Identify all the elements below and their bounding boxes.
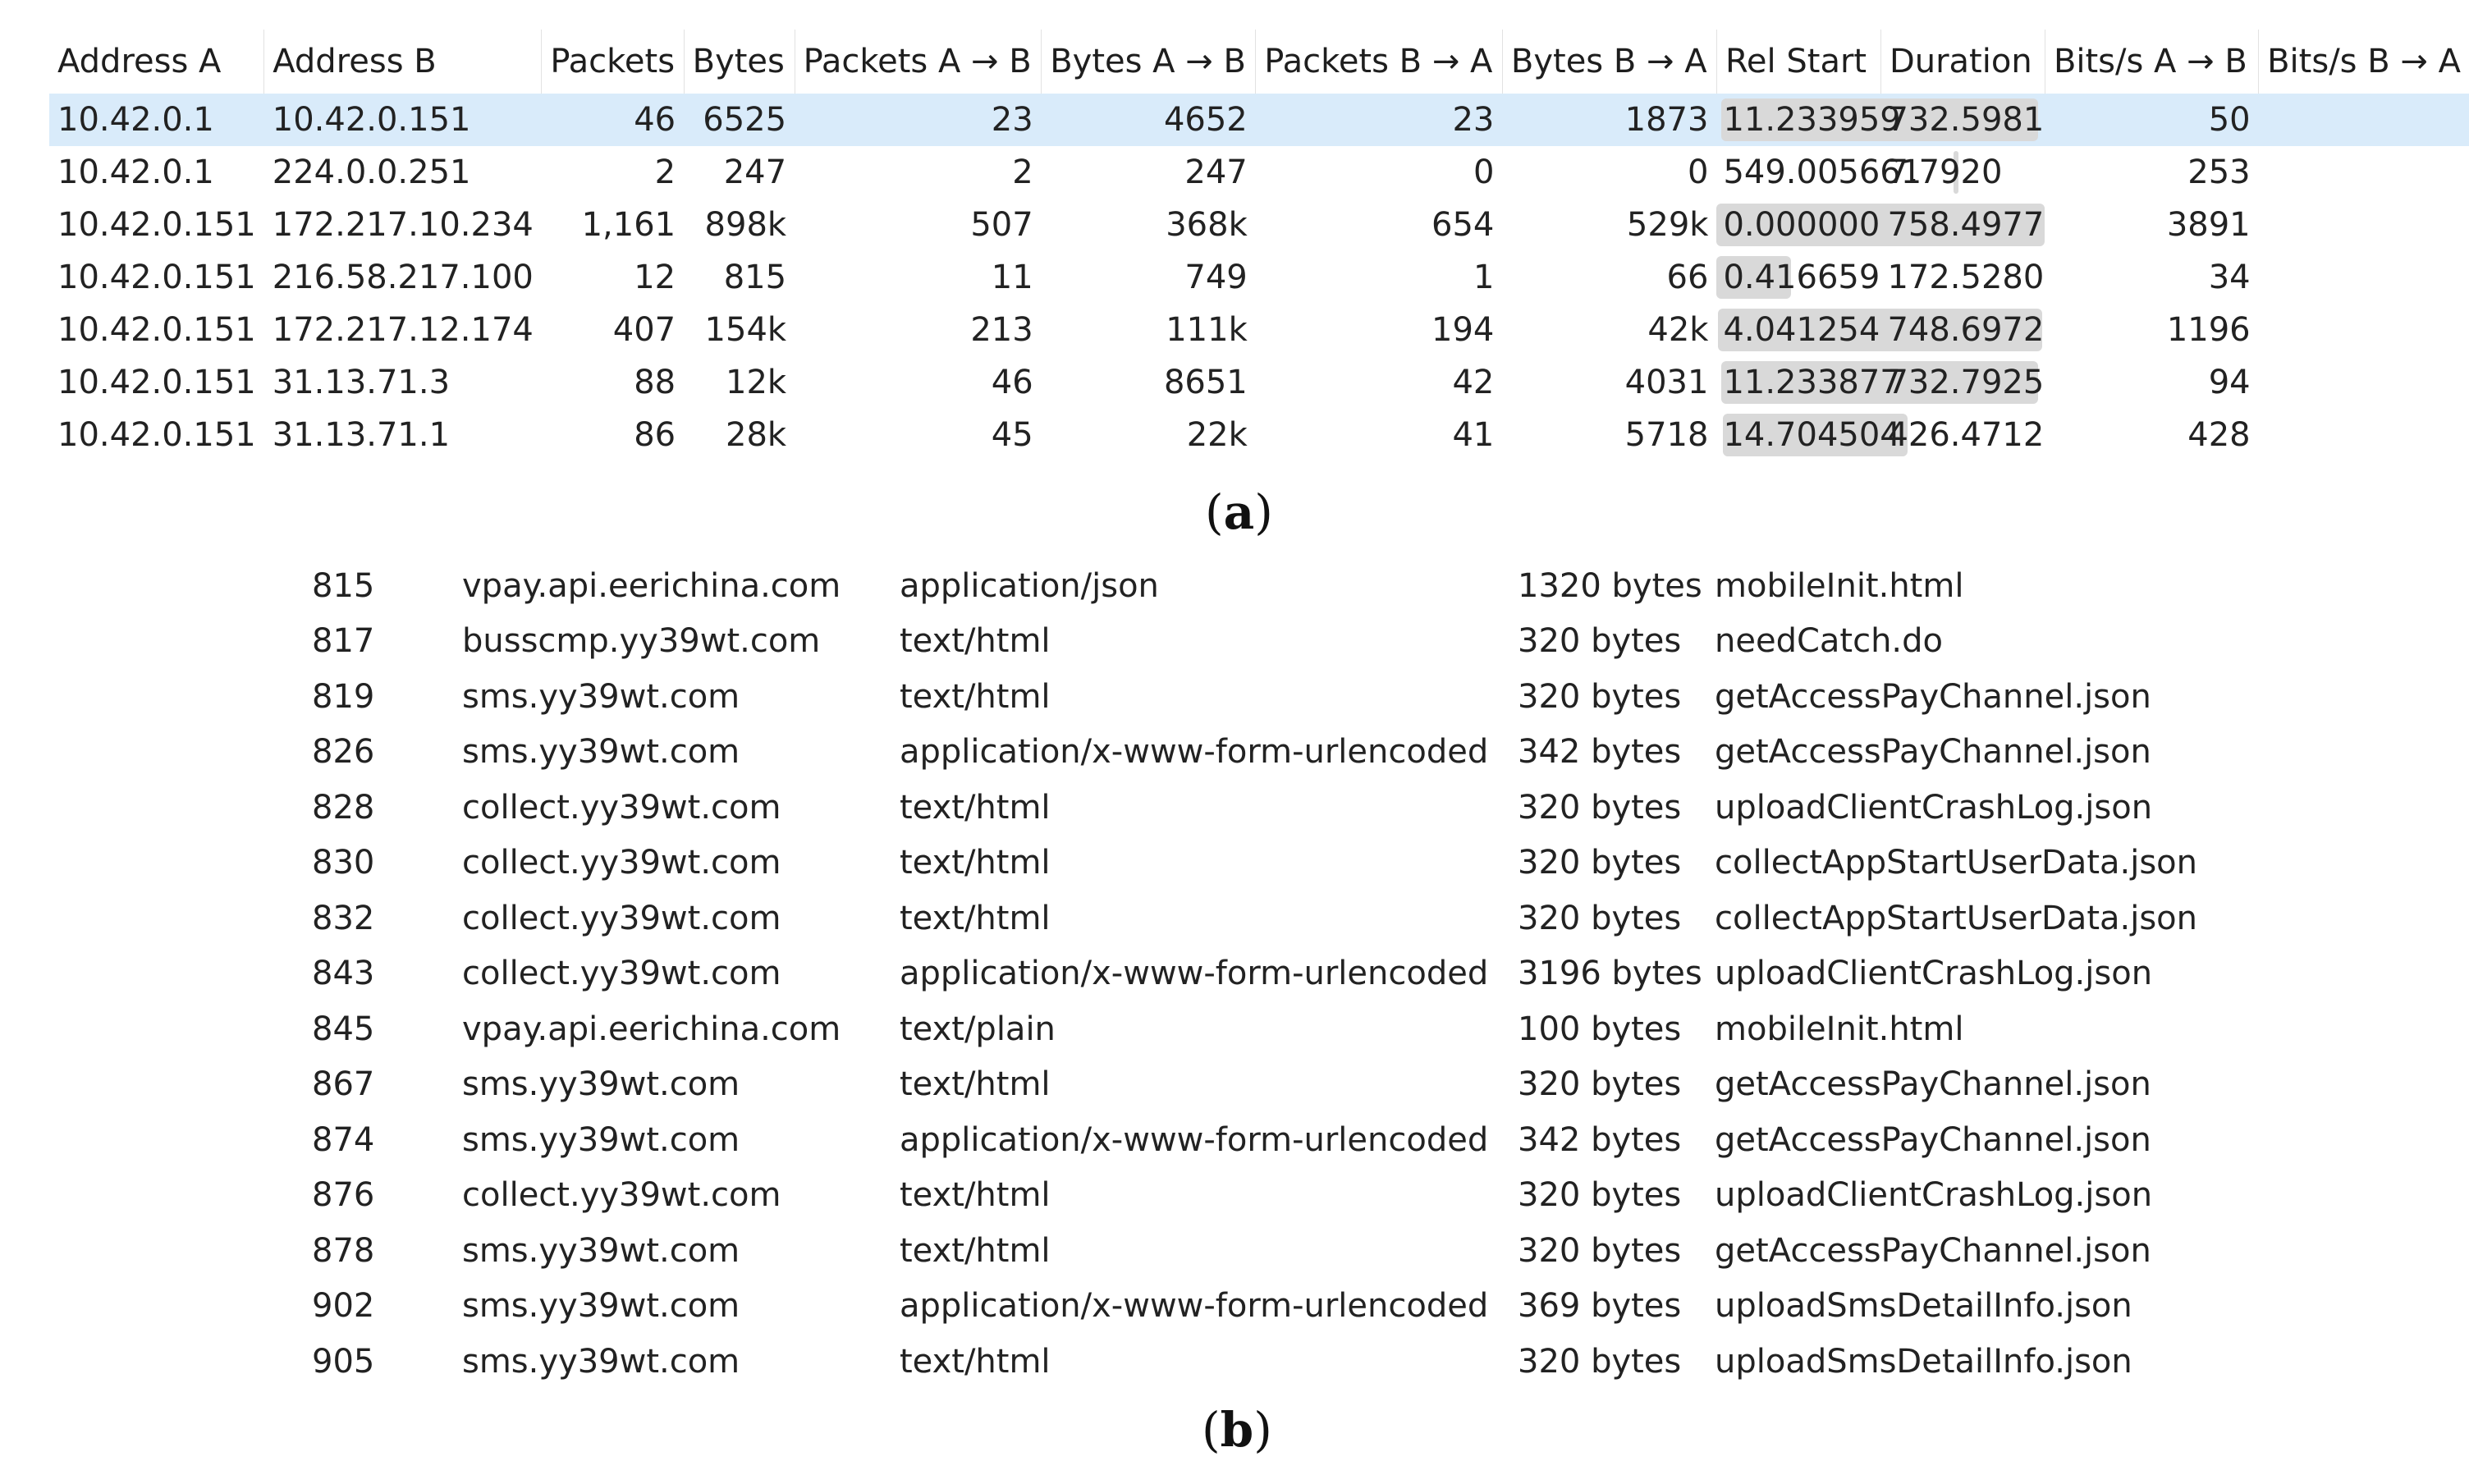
list-item[interactable] (304, 614, 2207, 670)
list-item[interactable] (304, 1334, 2207, 1390)
address-a-cell: 10.42.0.151 (57, 364, 256, 401)
content-type: text/html (900, 1065, 1051, 1104)
object-size: 320 bytes (1518, 622, 1682, 661)
table-row[interactable] (49, 304, 2469, 356)
packet-number: 874 (312, 1120, 375, 1159)
http-list-body (304, 558, 2207, 1390)
list-item[interactable] (304, 1168, 2207, 1224)
filename: needCatch.do (1715, 622, 1944, 661)
object-size: 320 bytes (1518, 844, 1682, 882)
content-type: application/x-www-form-urlencoded (900, 1120, 1489, 1159)
hostname: sms.yy39wt.com (462, 1287, 740, 1326)
hostname: vpay.api.eerichina.com (462, 1010, 841, 1048)
bytes-cell: 815 (723, 259, 787, 296)
object-size: 342 bytes (1518, 1120, 1682, 1159)
packets-cell: 2 (654, 153, 676, 191)
hostname: collect.yy39wt.com (462, 844, 781, 882)
content-type: text/html (900, 788, 1051, 827)
packets-b-to-a-cell: 194 (1431, 311, 1495, 349)
packet-number: 867 (312, 1065, 375, 1104)
packets-a-to-b-cell: 45 (991, 416, 1033, 454)
table-row[interactable] (49, 199, 2469, 251)
rel-start-value: 4.041254 (1723, 311, 1880, 349)
list-item[interactable] (304, 891, 2207, 946)
duration-value: 732.7925 (1887, 364, 2045, 401)
filename: uploadSmsDetailInfo.json (1715, 1287, 2132, 1326)
bytes-a-to-b-cell: 8651 (1163, 364, 1248, 401)
content-type: text/html (900, 1342, 1051, 1381)
list-item[interactable] (304, 558, 2207, 614)
packet-number: 843 (312, 955, 375, 993)
packets-cell: 46 (542, 94, 684, 146)
object-size: 320 bytes (1518, 1231, 1682, 1270)
bits-per-sec-a-to-b-cell: 50 (2045, 94, 2258, 146)
address-b-cell: 31.13.71.3 (272, 364, 451, 401)
packets-b-to-a-cell: 23 (1256, 94, 1503, 146)
hostname: collect.yy39wt.com (462, 899, 781, 937)
packets-a-to-b-cell: 213 (970, 311, 1033, 349)
list-item[interactable] (304, 669, 2207, 725)
content-type: text/html (900, 622, 1051, 661)
bytes-b-to-a-cell: 529k (1626, 206, 1709, 244)
bits-per-sec-b-to-a-cell (2259, 409, 2469, 461)
bytes-a-to-b-cell: 247 (1184, 153, 1248, 191)
content-type: application/x-www-form-urlencoded (900, 1287, 1489, 1326)
packet-number: 832 (312, 899, 375, 937)
bytes-b-to-a-cell: 4031 (1624, 364, 1709, 401)
packet-number: 815 (312, 566, 375, 605)
object-size: 320 bytes (1518, 899, 1682, 937)
address-a-cell: 10.42.0.1 (57, 153, 214, 191)
object-size: 1320 bytes (1518, 566, 1702, 605)
table-row[interactable] (49, 356, 2469, 409)
filename: collectAppStartUserData.json (1715, 899, 2198, 937)
hostname: collect.yy39wt.com (462, 788, 781, 827)
bits-per-sec-b-to-a-cell (2259, 356, 2469, 409)
address-b-cell: 216.58.217.100 (272, 259, 534, 296)
filename: getAccessPayChannel.json (1715, 1231, 2151, 1270)
rel-start-value: 0.416659 (1723, 259, 1880, 296)
hostname: sms.yy39wt.com (462, 733, 740, 772)
content-type: text/html (900, 844, 1051, 882)
table-row[interactable] (49, 146, 2469, 199)
rel-start-value: 11.233959 (1723, 101, 1901, 139)
hostname: sms.yy39wt.com (462, 1231, 740, 1270)
address-a-cell: 10.42.0.151 (57, 311, 256, 349)
filename: getAccessPayChannel.json (1715, 1065, 2151, 1104)
table-row[interactable] (49, 251, 2469, 304)
bits-per-sec-a-to-b-cell: 3891 (2166, 206, 2251, 244)
address-b-cell: 172.217.12.174 (272, 311, 534, 349)
packets-cell: 88 (634, 364, 676, 401)
conversations-table (49, 30, 2469, 461)
bytes-b-to-a-cell: 66 (1666, 259, 1709, 296)
column-header[interactable]: Address B (264, 30, 542, 94)
http-object-list (304, 558, 2207, 1390)
filename: mobileInit.html (1715, 1010, 1964, 1048)
column-header[interactable]: Duration (1880, 30, 2045, 94)
bytes-b-to-a-cell: 42k (1647, 311, 1709, 349)
caption-a: (a) (1205, 484, 1273, 540)
packets-cell: 407 (612, 311, 676, 349)
filename: collectAppStartUserData.json (1715, 844, 2198, 882)
address-b-cell: 31.13.71.1 (272, 416, 451, 454)
content-type: text/html (900, 899, 1051, 937)
bits-per-sec-a-to-b-cell: 1196 (2166, 311, 2251, 349)
column-header[interactable]: Bytes A → B (1042, 30, 1256, 94)
bytes-cell: 247 (723, 153, 787, 191)
caption-a-letter: a (1223, 484, 1255, 540)
packets-cell: 12 (634, 259, 676, 296)
bytes-a-to-b-cell: 111k (1166, 311, 1248, 349)
filename: getAccessPayChannel.json (1715, 1120, 2151, 1159)
hostname: sms.yy39wt.com (462, 677, 740, 716)
rel-start-value: 0.000000 (1723, 206, 1880, 244)
object-size: 320 bytes (1518, 677, 1682, 716)
caption-b-letter: b (1220, 1402, 1254, 1458)
object-size: 320 bytes (1518, 788, 1682, 827)
column-header[interactable]: Bits/s B → A (2267, 43, 2461, 80)
duration-value: 748.6972 (1887, 311, 2045, 349)
address-b-cell: 172.217.10.234 (272, 206, 534, 244)
filename: mobileInit.html (1715, 566, 1964, 605)
object-size: 100 bytes (1518, 1010, 1682, 1048)
bytes-a-to-b-cell: 22k (1186, 416, 1248, 454)
filename: getAccessPayChannel.json (1715, 677, 2151, 716)
duration-value: 732.5981 (1887, 101, 2045, 139)
filename: uploadClientCrashLog.json (1715, 955, 2153, 993)
list-item[interactable] (304, 946, 2207, 1002)
timeline-cell (1716, 146, 2045, 199)
content-type: text/html (900, 1231, 1051, 1270)
table-header (49, 30, 2469, 94)
address-a-cell: 10.42.0.151 (57, 259, 256, 296)
timeline-cell (1716, 199, 2045, 251)
column-header[interactable]: Bits/s A → B (2045, 30, 2258, 94)
object-size: 320 bytes (1518, 1176, 1682, 1215)
rel-start-value: 549.005661 (1723, 153, 1922, 191)
list-item[interactable] (304, 780, 2207, 836)
bits-per-sec-b-to-a-cell (2259, 199, 2469, 251)
content-type: application/x-www-form-urlencoded (900, 733, 1489, 772)
address-a-cell: 10.42.0.1 (49, 94, 264, 146)
object-size: 342 bytes (1518, 733, 1682, 772)
packet-number: 845 (312, 1010, 375, 1048)
bytes-a-to-b-cell: 4652 (1042, 94, 1256, 146)
column-header[interactable]: Bytes B → A (1502, 30, 1716, 94)
column-header[interactable]: Packets (542, 30, 684, 94)
bytes-cell: 28k (726, 416, 787, 454)
hostname: vpay.api.eerichina.com (462, 566, 841, 605)
bits-per-sec-a-to-b-cell: 428 (2187, 416, 2251, 454)
packets-b-to-a-cell: 1 (1473, 259, 1495, 296)
list-item[interactable] (304, 1112, 2207, 1168)
bits-per-sec-b-to-a-cell (2259, 304, 2469, 356)
bytes-cell: 6525 (684, 94, 795, 146)
duration-value: 7.7920 (1887, 153, 2003, 191)
bytes-b-to-a-cell: 1873 (1502, 94, 1716, 146)
object-size: 369 bytes (1518, 1287, 1682, 1326)
list-item[interactable] (304, 725, 2207, 781)
list-item[interactable] (304, 1279, 2207, 1335)
timeline-cell (1716, 409, 2045, 461)
timeline-cell (1716, 251, 2045, 304)
content-type: text/html (900, 1176, 1051, 1215)
packet-number: 878 (312, 1231, 375, 1270)
column-header[interactable]: Rel Start (1716, 30, 1880, 94)
packets-b-to-a-cell: 0 (1473, 153, 1495, 191)
header-row (49, 30, 2469, 94)
list-item[interactable] (304, 1223, 2207, 1279)
packet-number: 828 (312, 788, 375, 827)
bits-per-sec-b-to-a-cell (2259, 146, 2469, 199)
column-header[interactable]: Packets B → A (1256, 30, 1503, 94)
bytes-cell: 12k (726, 364, 787, 401)
packets-a-to-b-cell: 23 (795, 94, 1042, 146)
packet-number: 902 (312, 1287, 375, 1326)
timeline-cell (1716, 356, 2045, 409)
packet-number: 817 (312, 622, 375, 661)
packet-number: 876 (312, 1176, 375, 1215)
content-type: text/html (900, 677, 1051, 716)
packets-b-to-a-cell: 41 (1452, 416, 1495, 454)
filename: uploadClientCrashLog.json (1715, 1176, 2153, 1215)
table-row[interactable] (49, 94, 2469, 146)
bits-per-sec-b-to-a-cell (2259, 94, 2469, 146)
rel-start-value: 11.233877 (1723, 364, 1901, 401)
caption-b: (b) (1202, 1402, 1272, 1458)
packet-number: 905 (312, 1342, 375, 1381)
list-item[interactable] (304, 1001, 2207, 1057)
filename: uploadClientCrashLog.json (1715, 788, 2153, 827)
bytes-b-to-a-cell: 5718 (1624, 416, 1709, 454)
bytes-b-to-a-cell: 0 (1687, 153, 1709, 191)
filename: getAccessPayChannel.json (1715, 733, 2151, 772)
duration-value: 426.4712 (1887, 416, 2045, 454)
bits-per-sec-b-to-a-cell (2259, 251, 2469, 304)
hostname: sms.yy39wt.com (462, 1065, 740, 1104)
bits-per-sec-a-to-b-cell: 253 (2187, 153, 2251, 191)
list-item[interactable] (304, 1057, 2207, 1113)
timeline-cell (1716, 304, 2045, 356)
list-item[interactable] (304, 836, 2207, 891)
bytes-cell: 898k (704, 206, 787, 244)
table-row[interactable] (49, 409, 2469, 461)
column-header[interactable]: Packets A → B (795, 30, 1042, 94)
bits-per-sec-a-to-b-cell: 94 (2208, 364, 2251, 401)
column-header[interactable]: Bytes (684, 30, 795, 94)
hostname: busscmp.yy39wt.com (462, 622, 821, 661)
content-type: text/plain (900, 1010, 1056, 1048)
address-b-cell: 224.0.0.251 (272, 153, 471, 191)
bytes-cell: 154k (704, 311, 787, 349)
packet-number: 826 (312, 733, 375, 772)
table-body (49, 94, 2469, 461)
object-size: 3196 bytes (1518, 955, 1702, 993)
packets-a-to-b-cell: 507 (970, 206, 1033, 244)
duration-value: 758.4977 (1887, 206, 2045, 244)
bits-per-sec-a-to-b-cell: 34 (2208, 259, 2251, 296)
address-b-cell: 10.42.0.151 (264, 94, 542, 146)
duration-value: 172.5280 (1887, 259, 2045, 296)
filename: uploadSmsDetailInfo.json (1715, 1342, 2132, 1381)
hostname: collect.yy39wt.com (462, 955, 781, 993)
packets-cell: 1,161 (581, 206, 676, 244)
timeline-cell (1716, 94, 2045, 146)
bytes-a-to-b-cell: 749 (1184, 259, 1248, 296)
hostname: sms.yy39wt.com (462, 1342, 740, 1381)
object-size: 320 bytes (1518, 1342, 1682, 1381)
packets-a-to-b-cell: 2 (1012, 153, 1033, 191)
column-header[interactable]: Address A (49, 30, 264, 94)
packets-b-to-a-cell: 42 (1452, 364, 1495, 401)
content-type: application/x-www-form-urlencoded (900, 955, 1489, 993)
address-a-cell: 10.42.0.151 (57, 206, 256, 244)
object-size: 320 bytes (1518, 1065, 1682, 1104)
rel-start-value: 14.704504 (1723, 416, 1901, 454)
bytes-a-to-b-cell: 368k (1166, 206, 1248, 244)
packets-a-to-b-cell: 46 (991, 364, 1033, 401)
packet-number: 819 (312, 677, 375, 716)
packets-b-to-a-cell: 654 (1431, 206, 1495, 244)
hostname: sms.yy39wt.com (462, 1120, 740, 1159)
packet-number: 830 (312, 844, 375, 882)
content-type: application/json (900, 566, 1159, 605)
packets-a-to-b-cell: 11 (991, 259, 1033, 296)
packets-cell: 86 (634, 416, 676, 454)
address-a-cell: 10.42.0.151 (57, 416, 256, 454)
hostname: collect.yy39wt.com (462, 1176, 781, 1215)
